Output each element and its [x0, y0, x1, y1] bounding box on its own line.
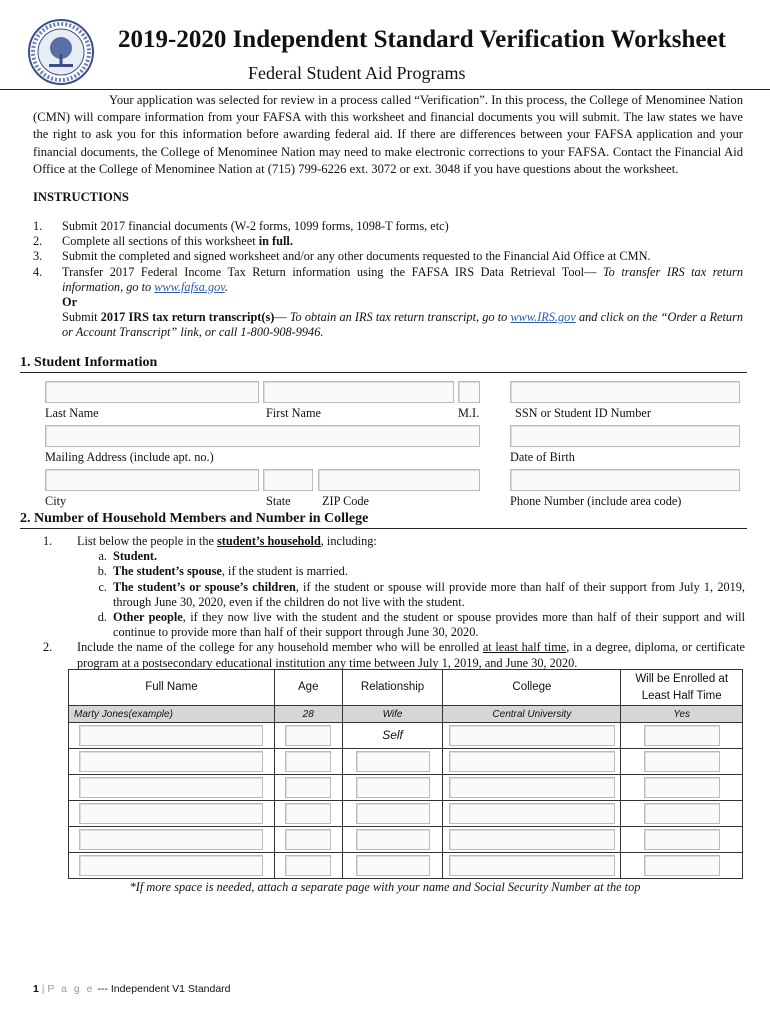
date-of-birth-label: Date of Birth: [510, 450, 575, 464]
household-item-2: 2. Include the name of the college for any household member who will be enrolled at least half time, in a degree, diploma, or certificate program at a postsecondary educational institution any time between July 1, 2019, and June 30, 2020.: [43, 640, 745, 670]
page-subtitle: Federal Student Aid Programs: [248, 63, 466, 83]
age-input[interactable]: [285, 777, 331, 798]
city-label: City: [45, 494, 67, 508]
extra-space-note: *If more space is needed, attach a separate page with your name and Social Security Number at the top: [129, 880, 641, 894]
table-row: [69, 749, 743, 775]
col-age: Age: [274, 670, 342, 706]
instructions-heading: INSTRUCTIONS: [33, 190, 129, 204]
table-row: [69, 801, 743, 827]
relationship-input[interactable]: [356, 855, 430, 876]
age-input[interactable]: [285, 803, 331, 824]
mi-label: M.I.: [458, 406, 480, 420]
mi-field[interactable]: [458, 381, 480, 403]
relationship-input[interactable]: [356, 777, 430, 798]
full-name-input[interactable]: [79, 725, 263, 746]
mailing-address-label: Mailing Address (include apt. no.): [45, 450, 214, 464]
enrolled-input[interactable]: [644, 829, 720, 850]
enrolled-input[interactable]: [644, 725, 720, 746]
household-subitem: d. Other people, if they now live with the student and the student or spouse provides more than half of their support and will continue to provide more than half of their support through June 30, 2020.: [97, 610, 745, 640]
department-of-education-seal: [27, 18, 95, 86]
enrolled-input[interactable]: [644, 855, 720, 876]
state-field[interactable]: [263, 469, 313, 491]
section1-heading: 1. Student Information: [20, 355, 158, 370]
phone-number-label: Phone Number (include area code): [510, 494, 682, 508]
section2-heading: 2. Number of Household Members and Number in College: [20, 511, 369, 526]
age-input[interactable]: [285, 855, 331, 876]
full-name-input[interactable]: [79, 751, 263, 772]
fafsa-link[interactable]: www.fafsa.gov: [154, 279, 225, 294]
page-title: 2019-2020 Independent Standard Verification Worksheet: [118, 26, 726, 53]
mailing-address-field[interactable]: [45, 425, 480, 447]
ssn-label: SSN or Student ID Number: [515, 406, 651, 420]
college-input[interactable]: [449, 803, 615, 824]
college-input[interactable]: [449, 725, 615, 746]
instruction-item: 1. Submit 2017 financial documents (W-2 forms, 1099 forms, 1098-T forms, etc): [33, 219, 449, 233]
relationship-input[interactable]: [356, 803, 430, 824]
college-input[interactable]: [449, 829, 615, 850]
enrolled-input[interactable]: [644, 777, 720, 798]
college-input[interactable]: [449, 777, 615, 798]
household-table: [68, 669, 743, 879]
last-name-label: Last Name: [45, 406, 99, 420]
page-number: 1: [33, 983, 39, 995]
first-name-label: First Name: [266, 406, 321, 420]
example-row: Marty Jones(example) 28 Wife Central University Yes: [69, 706, 743, 723]
relationship-input[interactable]: [356, 829, 430, 850]
table-row: [69, 853, 743, 879]
header-rule: [0, 89, 770, 90]
age-input[interactable]: [285, 829, 331, 850]
household-instructions: [33, 534, 745, 671]
instruction-item: 4. Transfer 2017 Federal Income Tax Return information using the FAFSA IRS Data Retrieval Tool— To transfer IRS tax return information, go to www.fafsa.gov.: [33, 264, 743, 294]
col-full-name: Full Name: [69, 670, 275, 706]
or-label: Or: [62, 295, 78, 310]
page-footer: 1 | P a g e --- Independent V1 Standard: [33, 983, 231, 995]
section2-rule: [20, 528, 747, 529]
instruction-item: 3. Submit the completed and signed worksheet and/or any other documents requested to the Financial Aid Office at CMN.: [33, 249, 651, 264]
first-name-field[interactable]: [263, 381, 454, 403]
city-field[interactable]: [45, 469, 259, 491]
enrolled-input[interactable]: [644, 751, 720, 772]
zip-code-field[interactable]: [318, 469, 480, 491]
household-table-header: [69, 670, 743, 706]
enrolled-input[interactable]: [644, 803, 720, 824]
last-name-field[interactable]: [45, 381, 259, 403]
age-input[interactable]: [285, 725, 331, 746]
phone-number-field[interactable]: [510, 469, 740, 491]
college-input[interactable]: [449, 855, 615, 876]
full-name-input[interactable]: [79, 855, 263, 876]
relationship-self: Self: [342, 723, 443, 749]
ssn-field[interactable]: [510, 381, 740, 403]
col-college: College: [443, 670, 621, 706]
col-enrolled-half-time: Will be Enrolled at Least Half Time: [621, 670, 743, 706]
household-subitem: b. The student’s spouse, if the student is married.: [97, 564, 348, 579]
full-name-input[interactable]: [79, 803, 263, 824]
age-input[interactable]: [285, 751, 331, 772]
instructions-list: 1. Submit 2017 financial documents (W-2 forms, 1099 forms, 1098-T forms, etc) 2. Complete all sections of this worksheet in full. 3. Submit the completed and signed worksheet and/or any other documents requested to the Financial Aid Office at CMN. 4. Transfer 2017 Federal Income Tax Return information using the FAFSA IRS Data Retrieval Tool— To transfer IRS tax return information, go to www.fafsa.gov. Or Submit 2017 IRS tax return transcript(s)— To obtain an IRS tax return transcript, go to www.IRS.gov and click on the “Order a Return or Account Transcript” link, or call 1-800-908-9946.: [33, 219, 743, 340]
household-item-1: 1. List below the people in the student’s household, including:: [43, 534, 377, 548]
relationship-input[interactable]: [356, 751, 430, 772]
section1-rule: [20, 372, 747, 373]
irs-link[interactable]: www.IRS.gov: [510, 310, 576, 325]
state-label: State: [266, 494, 291, 508]
household-subitem: a. Student.: [98, 549, 158, 564]
table-row: [69, 775, 743, 801]
col-relationship: Relationship: [342, 670, 443, 706]
intro-paragraph: Your application was selected for review in a process called “Verification”. In this process, the College of Menominee Nation (CMN) will compare information from your FAFSA with this worksheet and financial documents you will submit. The law states we have the right to ask you for this information before awarding federal aid. If there are differences between your FAFSA application and your financial documents, the College of Menominee Nation may need to make electronic corrections to your FAFSA. Contact the Financial Aid Office at the College of Menominee Nation at (715) 799-6226 ext. 3072 or ext. 3048 if you have questions about the worksheet.: [33, 93, 743, 176]
table-row: [69, 827, 743, 853]
date-of-birth-field[interactable]: [510, 425, 740, 447]
instruction-item: 2. Complete all sections of this worksheet in full.: [33, 234, 293, 249]
table-row: [69, 723, 743, 749]
full-name-input[interactable]: [79, 829, 263, 850]
household-subitem: c. The student’s or spouse’s children, if the student or spouse will provide more than half of their support from July 1, 2019, through June 30, 2020, even if the children do not live with the student.: [98, 579, 745, 609]
college-input[interactable]: [449, 751, 615, 772]
zip-code-label: ZIP Code: [322, 494, 370, 508]
full-name-input[interactable]: [79, 777, 263, 798]
